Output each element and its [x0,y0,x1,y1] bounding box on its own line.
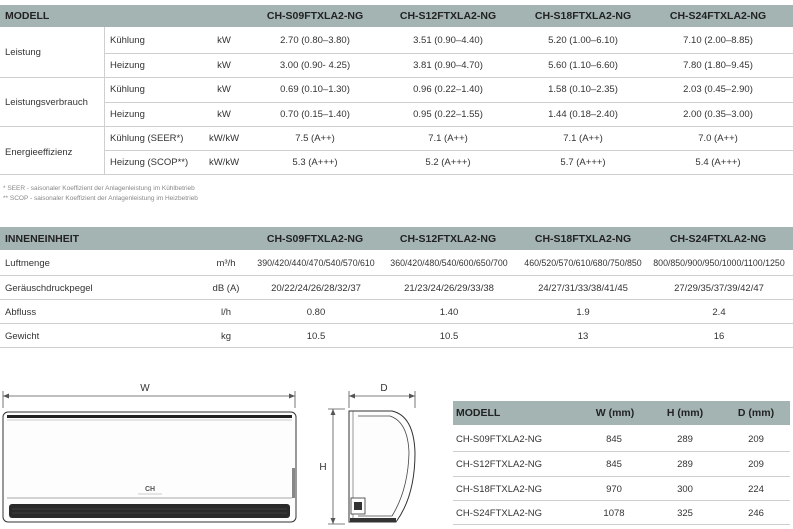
sub-label: Kühlung (SEER*) [110,133,184,144]
row-divider [0,299,793,300]
unit-cell: kW [217,35,231,46]
value-cell: 7.80 (1.80–9.45) [683,60,753,71]
value-cell: 20/22/24/26/28/32/37 [271,283,361,294]
value-cell: 27/29/35/37/39/42/47 [674,283,764,294]
row-divider [0,174,793,175]
row-divider [453,451,790,452]
unit-cell: dB (A) [212,283,240,294]
height-cell: 325 [677,508,693,519]
header-model-3: CH-S18FTXLA2-NG [534,10,632,22]
value-cell: 0.80 [306,307,326,318]
model-cell: CH-S24FTXLA2-NG [456,508,543,519]
value-cell: 16 [713,331,725,342]
value-cell: 390/420/440/470/540/570/610 [257,258,375,268]
width-cell: 845 [606,434,622,445]
unit-cell: kW [217,60,231,71]
value-cell: 2.03 (0.45–2.90) [683,84,753,95]
unit-cell: kW/kW [208,133,240,144]
sub-label: Heizung (SCOP**) [110,157,189,168]
indoor-unit-front-view [3,412,296,522]
dimensions-table-header [453,401,790,425]
value-cell: 460/520/570/610/680/750/850 [524,258,642,268]
unit-cell: kg [220,331,232,342]
width-cell: 1078 [603,508,625,519]
header-modell: MODELL [456,407,501,419]
height-cell: 289 [677,434,693,445]
value-cell: 5.60 (1.10–6.60) [548,60,618,71]
row-label: Geräuschdruckpegel [5,283,93,294]
header-model-3: CH-S18FTXLA2-NG [534,232,632,245]
value-cell: 21/23/24/26/29/33/38 [404,283,494,294]
brand-logo: CH [144,486,156,493]
value-cell: 1.44 (0.18–2.40) [548,109,618,120]
value-cell: 1.9 [576,307,590,318]
value-cell: 3.51 (0.90–4.40) [413,35,483,46]
group-label-energieeffizienz: Energieeffizienz [5,147,73,158]
value-cell: 7.0 (A++) [698,133,738,144]
value-cell: 7.1 (A++) [563,133,603,144]
depth-cell: 209 [748,434,764,445]
row-divider [453,500,790,501]
value-cell: 2.70 (0.80–3.80) [280,35,350,46]
value-cell: 5.4 (A+++) [695,157,741,168]
header-model-2: CH-S12FTXLA2-NG [399,10,497,22]
row-divider [453,476,790,477]
row-divider [0,77,793,78]
group-label-leistung: Leistung [5,47,41,58]
height-label: H [319,462,327,473]
value-cell: 0.96 (0.22–1.40) [413,84,483,95]
depth-cell: 209 [748,459,764,470]
value-cell: 0.95 (0.22–1.55) [413,109,483,120]
model-cell: CH-S09FTXLA2-NG [456,434,543,445]
height-cell: 289 [677,459,693,470]
value-cell: 13 [577,331,589,342]
width-label: W [140,383,150,394]
row-divider [0,347,793,348]
value-cell: 2.00 (0.35–3.00) [683,109,753,120]
value-cell: 5.7 (A+++) [560,157,606,168]
unit-cell: kW [217,84,231,95]
header-depth: D (mm) [737,407,775,419]
value-cell: 7.1 (A++) [428,133,468,144]
width-cell: 970 [606,484,622,495]
sub-label: Kühlung [110,84,145,95]
unit-cell: m³/h [216,258,236,269]
dimension-drawing [0,378,440,529]
value-cell: 1.40 [439,307,459,318]
sub-label: Heizung [110,109,145,120]
header-model-1: CH-S09FTXLA2-NG [266,10,364,22]
group-label-leistungsverbrauch: Leistungsverbrauch [5,97,88,108]
depth-label: D [380,383,388,394]
header-model-2: CH-S12FTXLA2-NG [399,232,497,245]
value-cell: 2.4 [712,307,726,318]
value-cell: 0.70 (0.15–1.40) [280,109,350,120]
row-label: Abfluss [5,307,37,318]
header-modell: MODELL [5,10,50,22]
sub-label: Heizung [110,60,145,71]
column-divider [104,27,105,174]
value-cell: 0.69 (0.10–1.30) [280,84,350,95]
value-cell: 10.5 [306,331,326,342]
row-divider [105,53,793,54]
row-label: Gewicht [5,331,40,342]
indoor-unit-table-header [0,227,793,250]
value-cell: 360/420/480/540/600/650/700 [390,258,508,268]
row-divider [0,126,793,127]
unit-cell: kW [217,109,231,120]
depth-cell: 246 [748,508,764,519]
value-cell: 3.00 (0.90- 4.25) [279,60,351,71]
row-divider [453,524,790,525]
value-cell: 5.3 (A+++) [292,157,338,168]
model-cell: CH-S18FTXLA2-NG [456,484,543,495]
indoor-unit-side-view [349,411,415,522]
footnote-seer: * SEER - saisonaler Koeffizient der Anlagenleistung im Kühlbetrieb [3,185,195,192]
value-cell: 5.2 (A+++) [425,157,471,168]
row-divider [0,275,793,276]
sub-label: Kühlung [110,35,145,46]
header-model-1: CH-S09FTXLA2-NG [266,232,364,245]
header-model-4: CH-S24FTXLA2-NG [669,232,767,245]
row-divider [105,150,793,151]
value-cell: 5.20 (1.00–6.10) [548,35,618,46]
footnote-scop: ** SCOP - saisonaler Koeffizient der Anlagenleistung im Heizbetrieb [3,195,198,202]
row-label: Luftmenge [5,258,50,269]
header-inneneinheit: INNENEINHEIT [5,232,80,245]
height-cell: 300 [677,484,693,495]
row-divider [0,323,793,324]
performance-table-header [0,5,793,27]
row-divider [105,102,793,103]
value-cell: 800/850/900/950/1000/1100/1250 [653,258,785,268]
value-cell: 24/27/31/33/38/41/45 [538,283,628,294]
width-cell: 845 [606,459,622,470]
value-cell: 7.5 (A++) [295,133,335,144]
unit-cell: kW/kW [208,157,240,168]
model-cell: CH-S12FTXLA2-NG [456,459,543,470]
value-cell: 7.10 (2.00–8.85) [683,35,753,46]
value-cell: 1.58 (0.10–2.35) [548,84,618,95]
header-model-4: CH-S24FTXLA2-NG [669,10,767,22]
unit-cell: l/h [220,307,232,318]
header-width: W (mm) [595,407,635,419]
value-cell: 10.5 [439,331,459,342]
depth-cell: 224 [748,484,764,495]
value-cell: 3.81 (0.90–4.70) [413,60,483,71]
header-height: H (mm) [666,407,704,419]
